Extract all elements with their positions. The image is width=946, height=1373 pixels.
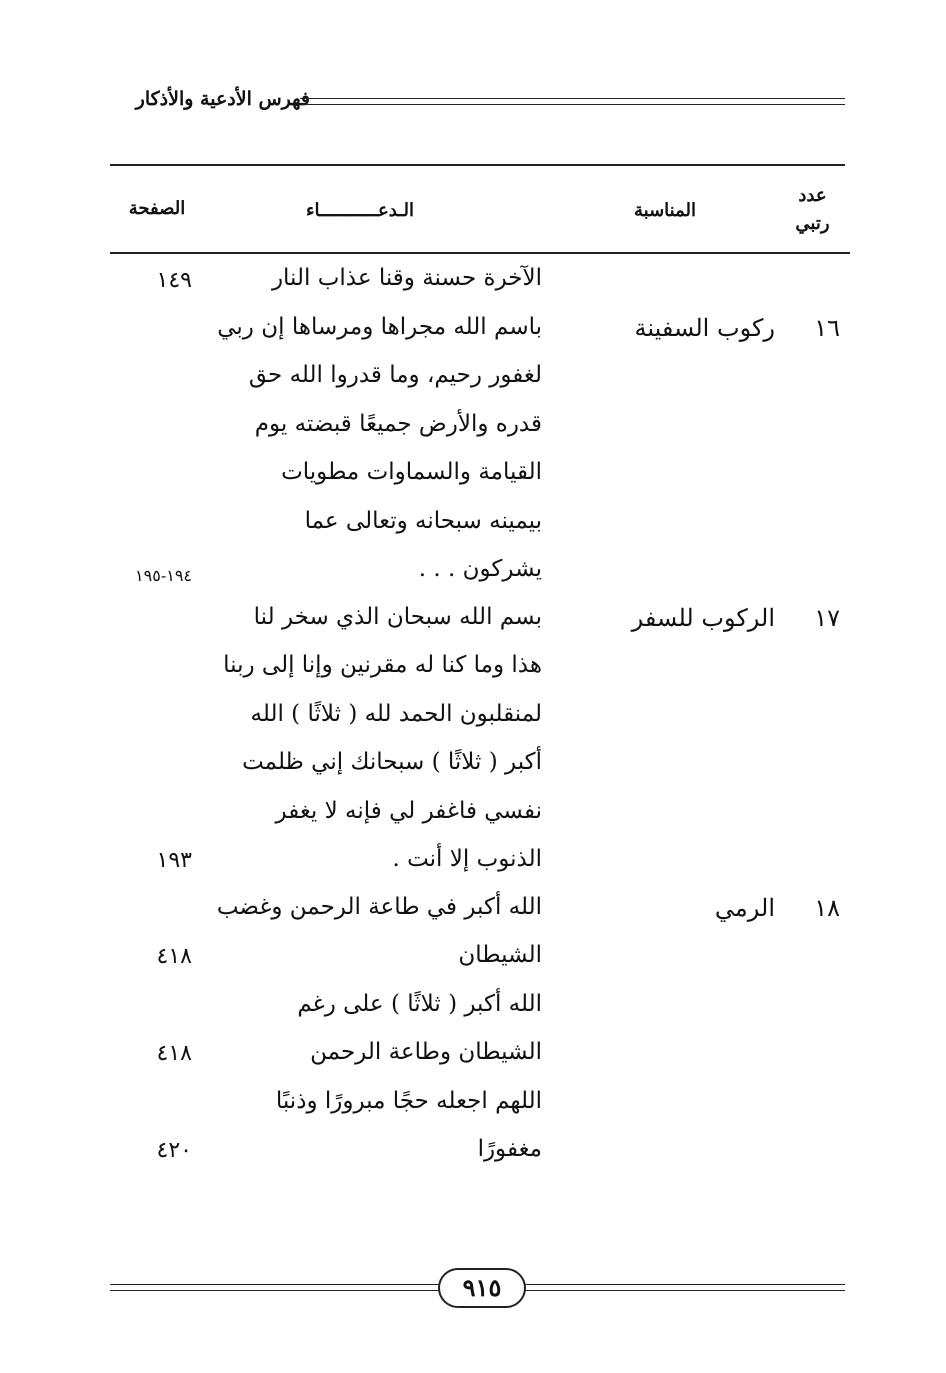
dua-line: هذا وما كنا له مقرنين وإنا إلى ربنا — [223, 652, 542, 678]
entry-occasion: ركوب السفينة — [634, 314, 775, 342]
page-ref: ٤١٨ — [156, 944, 192, 969]
dua-line: نفسي فاغفر لي فإنه لا يغفر — [275, 798, 542, 824]
header-rule — [300, 98, 845, 99]
page-ref: ١٩٣ — [156, 848, 192, 873]
running-header-title: فهرس الأدعية والأذكار — [135, 88, 310, 110]
dua-line: قدره والأرض جميعًا قبضته يوم — [254, 411, 542, 437]
entry-rank: ١٨ — [814, 894, 840, 922]
dua-line: باسم الله مجراها ومرساها إن ربي — [217, 314, 542, 340]
dua-line: الشيطان — [458, 942, 542, 968]
dua-line: الذنوب إلا أنت . — [392, 846, 542, 872]
entry-rank: ١٦ — [814, 314, 840, 342]
column-header-occasion: المناسبة — [634, 200, 696, 221]
entry-rank: ١٧ — [814, 604, 840, 632]
column-header-dua: الـدعـــــــــــاء — [306, 200, 414, 221]
dua-line: القيامة والسماوات مطويات — [281, 459, 542, 485]
page-ref: ١٩٤-١٩٥ — [135, 566, 192, 585]
dua-line: بسم الله سبحان الذي سخر لنا — [253, 604, 542, 630]
table-header-rule — [110, 252, 850, 254]
entry-occasion: الرمي — [714, 894, 775, 922]
entry-occasion: الركوب للسفر — [631, 604, 775, 632]
dua-line: مغفورًا — [477, 1136, 542, 1162]
page-ref: ١٤٩ — [156, 268, 192, 293]
header-rule — [300, 104, 845, 105]
dua-line: لغفور رحيم، وما قدروا الله حق — [248, 362, 542, 388]
dua-line: الله أكبر ( ثلاثًا ) على رغم — [297, 991, 542, 1017]
column-header-page: الصفحة — [128, 198, 186, 219]
dua-line: الشيطان وطاعة الرحمن — [310, 1039, 542, 1065]
dua-line: اللهم اجعله حجًا مبرورًا وذنبًا — [275, 1088, 542, 1114]
dua-line: بيمينه سبحانه وتعالى عما — [304, 508, 542, 534]
page-number: ٩١٥ — [438, 1268, 526, 1308]
dua-line: أكبر ( ثلاثًا ) سبحانك إني ظلمت — [242, 749, 542, 775]
page-ref: ٤١٨ — [156, 1041, 192, 1066]
dua-line: الله أكبر في طاعة الرحمن وغضب — [216, 894, 542, 920]
dua-line: يشركون . . . — [418, 556, 542, 582]
dua-line: الآخرة حسنة وقنا عذاب النار — [271, 265, 542, 291]
page-ref: ٤٢٠ — [156, 1138, 192, 1163]
dua-line: لمنقلبون الحمد لله ( ثلاثًا ) الله — [250, 701, 542, 727]
column-header-rank: عدد رتبي — [795, 185, 830, 234]
table-top-rule — [110, 164, 845, 166]
